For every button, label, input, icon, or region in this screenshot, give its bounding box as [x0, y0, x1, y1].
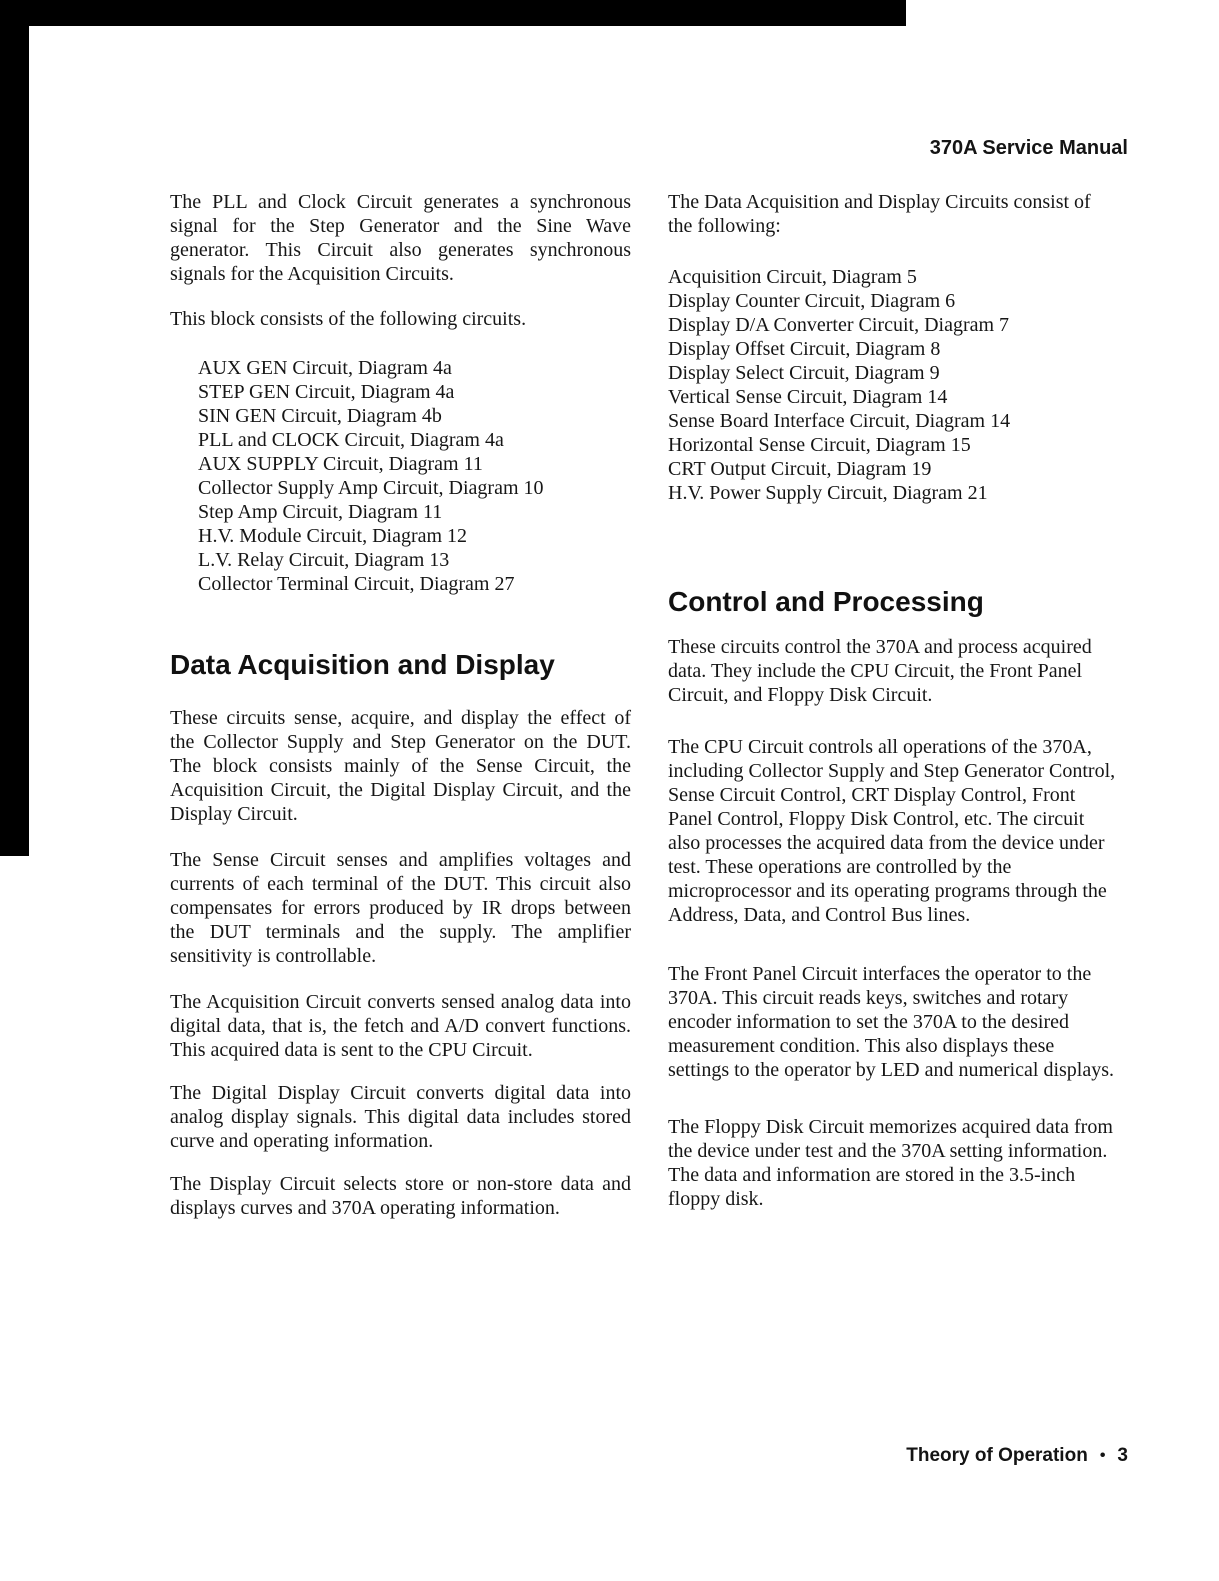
paragraph-digital-display-circuit: The Digital Display Circuit converts digital data into analog display signals. This digital data includes stored curve and operating information.	[170, 1082, 631, 1152]
list-item: PLL and CLOCK Circuit, Diagram 4a	[198, 429, 504, 451]
paragraph-block-consists: This block consists of the following circuits.	[170, 308, 527, 330]
list-item: Display Select Circuit, Diagram 9	[668, 362, 940, 384]
section-heading-control-and-processing: Control and Processing	[668, 586, 984, 617]
section-heading-data-acquisition-and-display: Data Acquisition and Display	[170, 649, 555, 680]
list-item: AUX GEN Circuit, Diagram 4a	[198, 357, 452, 379]
paragraph-sense-circuit: The Sense Circuit senses and amplifies voltages and currents of each terminal of the DUT. This circuit also compensates for errors produced by IR drops between the DUT terminals and the supply. The amplifier sensitivity is controllable.	[170, 849, 631, 967]
list-item: Horizontal Sense Circuit, Diagram 15	[668, 434, 971, 456]
list-item: AUX SUPPLY Circuit, Diagram 11	[198, 453, 483, 475]
list-item: Display Offset Circuit, Diagram 8	[668, 338, 941, 360]
paragraph-cpu-circuit: The CPU Circuit controls all operations of the 370A, including Collector Supply and Step Generator Control, Sense Circuit Control, CRT Display Control, Front Panel Control, Floppy Disk Control, etc. The circuit also processes the acquired data from the device under test. These operations are controlled by the microprocessor and its operating programs through the Address, Data, and Control Bus lines.	[668, 736, 1116, 926]
list-item: Acquisition Circuit, Diagram 5	[668, 266, 917, 288]
running-header-title: 370A Service Manual	[929, 137, 1128, 159]
footer-page-number: 3	[1117, 1445, 1128, 1466]
list-item: Collector Terminal Circuit, Diagram 27	[198, 573, 515, 595]
list-item: L.V. Relay Circuit, Diagram 13	[198, 549, 450, 571]
page-footer	[668, 1444, 1128, 1468]
list-item: SIN GEN Circuit, Diagram 4b	[198, 405, 442, 427]
paragraph-front-panel-circuit: The Front Panel Circuit interfaces the operator to the 370A. This circuit reads keys, switches and rotary encoder information to set the 370A to the desired measurement condition. This also displays these settings to the operator by LED and numerical displays.	[668, 963, 1115, 1081]
scan-border-left	[0, 0, 29, 856]
list-item: Sense Board Interface Circuit, Diagram 14	[668, 410, 1011, 432]
circuit-list-supply-block	[198, 356, 631, 596]
paragraph-circuits-consist: The Data Acquisition and Display Circuits consist of the following:	[668, 191, 1091, 237]
list-item: Step Amp Circuit, Diagram 11	[198, 501, 443, 523]
list-item: Display Counter Circuit, Diagram 6	[668, 290, 956, 312]
paragraph-display-circuit: The Display Circuit selects store or non-store data and displays curves and 370A operating information.	[170, 1173, 631, 1219]
paragraph-acquisition-circuit: The Acquisition Circuit converts sensed analog data into digital data, that is, the fetch and A/D convert functions. This acquired data is sent to the CPU Circuit.	[170, 991, 631, 1061]
left-column	[170, 190, 631, 1220]
circuit-list-display-block	[668, 265, 1120, 505]
list-item: Collector Supply Amp Circuit, Diagram 10	[198, 477, 544, 499]
list-item: Display D/A Converter Circuit, Diagram 7	[668, 314, 1010, 336]
list-item: H.V. Power Supply Circuit, Diagram 21	[668, 482, 988, 504]
list-item: H.V. Module Circuit, Diagram 12	[198, 525, 468, 547]
footer-separator-bullet: •	[1099, 1447, 1106, 1464]
right-column	[668, 190, 1120, 1211]
list-item: Vertical Sense Circuit, Diagram 14	[668, 386, 948, 408]
scan-border-top	[0, 0, 906, 26]
paragraph-data-acq-overview: These circuits sense, acquire, and display the effect of the Collector Supply and Step Generator on the DUT. The block consists mainly of the Sense Circuit, the Acquisition Circuit, the Digital Display Circuit, and the Display Circuit.	[170, 707, 631, 825]
list-item: STEP GEN Circuit, Diagram 4a	[198, 381, 455, 403]
paragraph-pll-clock: The PLL and Clock Circuit generates a synchronous signal for the Step Generator and the Sine Wave generator. This Circuit also generates synchronous signals for the Acquisition Circuits.	[170, 191, 631, 285]
paragraph-floppy-disk-circuit: The Floppy Disk Circuit memorizes acquired data from the device under test and the 370A setting information. The data and information are stored in the 3.5-inch floppy disk.	[668, 1116, 1113, 1210]
list-item: CRT Output Circuit, Diagram 19	[668, 458, 932, 480]
paragraph-control-overview: These circuits control the 370A and process acquired data. They include the CPU Circuit, the Front Panel Circuit, and Floppy Disk Circuit.	[668, 636, 1092, 706]
footer-section-title: Theory of Operation	[906, 1445, 1088, 1466]
